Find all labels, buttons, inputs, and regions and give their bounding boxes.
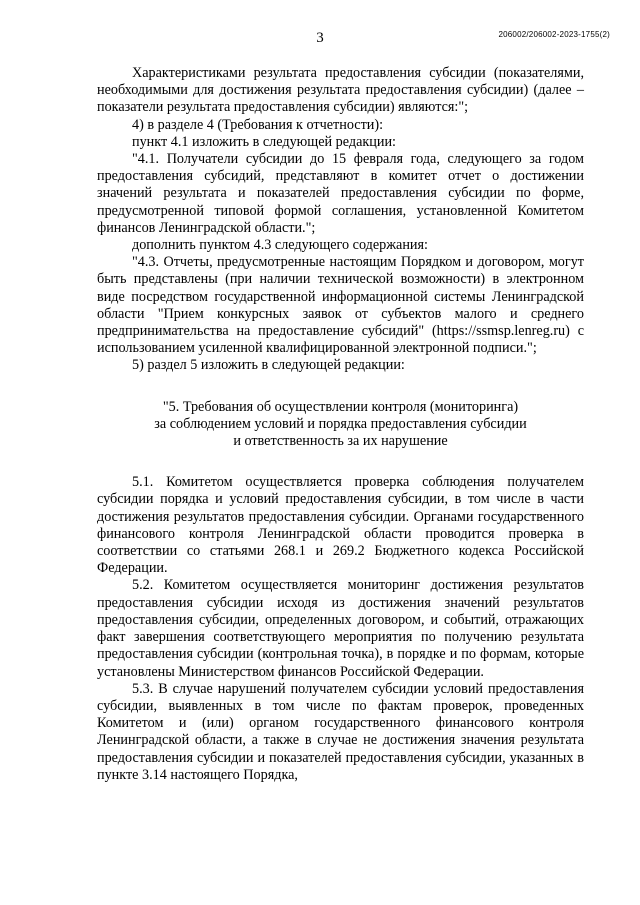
paragraph: 4) в разделе 4 (Требования к отчетности): xyxy=(132,116,384,133)
paragraph: "4.1. Получатели субсидии до 15 февраля года, следующего за годом предоставления субсидий, представляют в комитет отчет о достижении значений результата и показателей предоставления субсидии по форме, предусмотренной типовой формой соглашения, установленной Комитетом финансов Ленинградской области."; xyxy=(97,151,584,236)
paragraph: 5) раздел 5 изложить в следующей редакции: xyxy=(132,357,405,374)
clause-5-1: 5.1. Комитетом осуществляется проверка соблюдения получателем субсидии порядка и условий предоставления субсидии, в том числе в части достижения результатов предоставления субсидии. Органами государственного финансового контроля Ленинградской области проводится проверка в соответствии со статьями 268.1 и 269.2 Бюджетного кодекса Российской Федерации. xyxy=(97,474,584,577)
clause-5-2: 5.2. Комитетом осуществляется мониторинг достижения результатов предоставления субсидии исходя из достижения значений результатов предоставления субсидии, определенных договором, и событий, отражающих факт завершения соответствующего мероприятия по получению результата предоставления субсидии (контрольная точка), в порядке и по формам, которые установлены Министерством финансов Российской Федерации. xyxy=(97,577,584,680)
document-body xyxy=(97,65,584,784)
paragraph: пункт 4.1 изложить в следующей редакции: xyxy=(132,133,396,150)
paragraph: дополнить пунктом 4.3 следующего содержания: xyxy=(132,237,428,254)
section-title xyxy=(97,399,584,451)
section-title-line: "5. Требования об осуществлении контроля (мониторинга) xyxy=(162,398,519,415)
page-number: 3 xyxy=(316,30,324,46)
section-title-line: и ответственность за их нарушение xyxy=(233,433,448,450)
section-title-line: за соблюдением условий и порядка предоставления субсидии xyxy=(154,415,527,432)
document-code: 206002/206002-2023-1755(2) xyxy=(498,30,610,39)
clause-5-3: 5.3. В случае нарушений получателем субсидии условий предоставления субсидии, выявленных в том числе по фактам проверок, проведенных Комитетом и (или) органом государственного финансового контроля Ленинградской области, а также в случае не достижения значения результата предоставления субсидии и показателей предоставления субсидии, указанных в пункте 3.14 настоящего Порядка, xyxy=(97,680,584,783)
paragraph: Характеристиками результата предоставления субсидии (показателями, необходимыми для достижения результата предоставления субсидии) (далее – показатели результата предоставления субсидии) являются:"; xyxy=(97,65,584,116)
paragraph: "4.3. Отчеты, предусмотренные настоящим Порядком и договором, могут быть представлены (при наличии технической возможности) в электронном виде посредством государственной информационной системы Ленинградской области "Прием конкурсных заявок от субъектов малого и среднего предпринимательства на предоставление субсидий" (https://ssmsp.lenreg.ru) с использованием усиленной квалифицированной электронной подписи."; xyxy=(97,254,584,357)
